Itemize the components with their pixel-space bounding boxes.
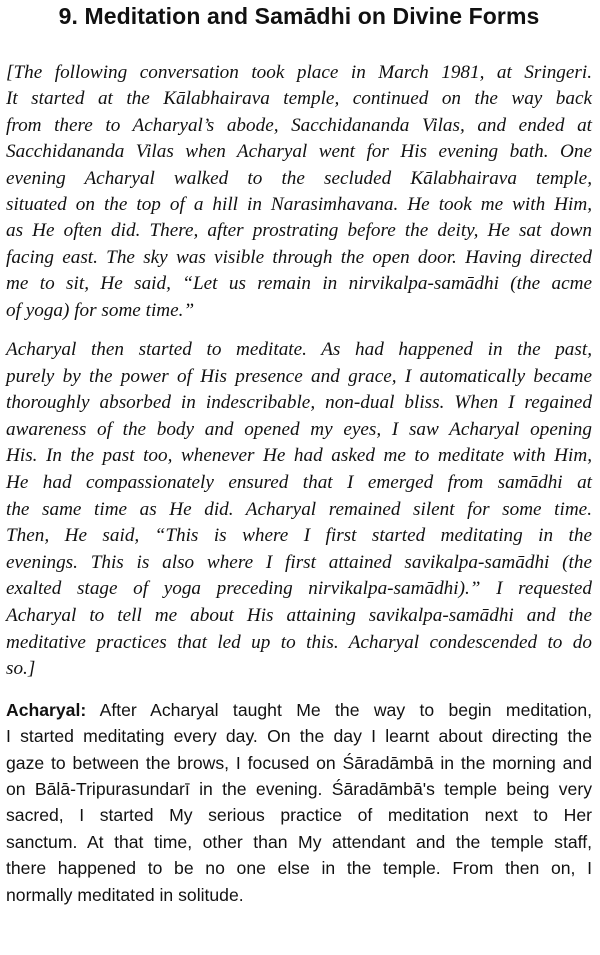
intro-line: Sacchidananda Vilas when Acharyal went for His evening bath. One	[6, 141, 592, 163]
intro-line: of yoga) for some time.”	[6, 299, 195, 321]
dialogue-line: I started meditating every day. On the day I learnt about directing the	[6, 726, 592, 747]
intro-line: as He often did. There, after prostrating before the deity, He sat down	[6, 220, 592, 242]
chapter-title: 9. Meditation and Samādhi on Divine Forms	[58, 3, 540, 29]
dialogue-line: there happened to be no one else in the temple. From then on, I	[6, 858, 592, 879]
intro-line: me to sit, He said, “Let us remain in nirvikalpa-samādhi (the acme	[6, 273, 592, 295]
intro-line: It started at the Kālabhairava temple, continued on the way back	[6, 88, 592, 110]
intro-paragraph-2	[6, 337, 592, 683]
intro2-line: so.]	[6, 658, 36, 680]
dialogue-first-line	[6, 697, 592, 723]
dialogue-first-line-text: After Acharyal taught Me the way to begin meditation,	[86, 699, 592, 720]
intro2-line: Acharyal to tell me about His attaining savikalpa-samādhi and the	[6, 605, 592, 626]
intro-line: situated on the top of a hill in Narasimhavana. He took me with Him,	[6, 194, 592, 216]
dialogue-line: gaze to between the brows, I focused on Śāradāmbā in the morning and	[6, 752, 592, 773]
intro2-line: Then, He said, “This is where I first started meditating in the	[6, 525, 592, 547]
dialogue-line: sacred, I started My serious practice of meditation next to Her	[6, 805, 592, 826]
dialogue-line: sanctum. At that time, other than My attendant and the temple staff,	[6, 831, 592, 852]
intro-paragraph	[6, 60, 592, 324]
dialogue-line: normally meditated in solitude.	[6, 884, 244, 905]
intro2-line: thoroughly absorbed in indescribable, non-dual bliss. When I regained	[6, 392, 592, 414]
intro-line: facing east. The sky was visible through the open door. Having directed	[6, 246, 592, 268]
dialogue-line: on Bālā-Tripurasundarī in the evening. Śāradāmbā's temple being very	[6, 779, 592, 799]
intro2-line: He had compassionately ensured that I emerged from samādhi at	[6, 472, 592, 494]
intro2-line: awareness of the body and opened my eyes, I saw Acharyal opening	[6, 418, 592, 440]
intro2-line: Acharyal then started to meditate. As had happened in the past,	[6, 339, 592, 361]
intro2-line: purely by the power of His presence and grace, I automatically became	[6, 365, 592, 387]
dialogue-paragraph	[6, 697, 592, 908]
intro2-line: exalted stage of yoga preceding nirvikalpa-samādhi).” I requested	[6, 578, 592, 600]
intro2-line: His. In the past too, whenever He had asked me to meditate with Him,	[6, 445, 592, 467]
intro-line: evening Acharyal walked to the secluded Kālabhairava temple,	[6, 167, 592, 189]
intro2-line: the same time as He did. Acharyal remained silent for some time.	[6, 498, 592, 520]
intro2-line: evenings. This is also where I first attained savikalpa-samādhi (the	[6, 551, 592, 573]
intro2-line: meditative practices that led up to this. Acharyal condescended to do	[6, 631, 592, 653]
intro-line: [The following conversation took place in March 1981, at Sringeri.	[6, 62, 592, 83]
speaker-label: Acharyal:	[6, 699, 87, 720]
intro-line: from there to Acharyal’s abode, Sacchidananda Vilas, and ended at	[6, 114, 592, 136]
